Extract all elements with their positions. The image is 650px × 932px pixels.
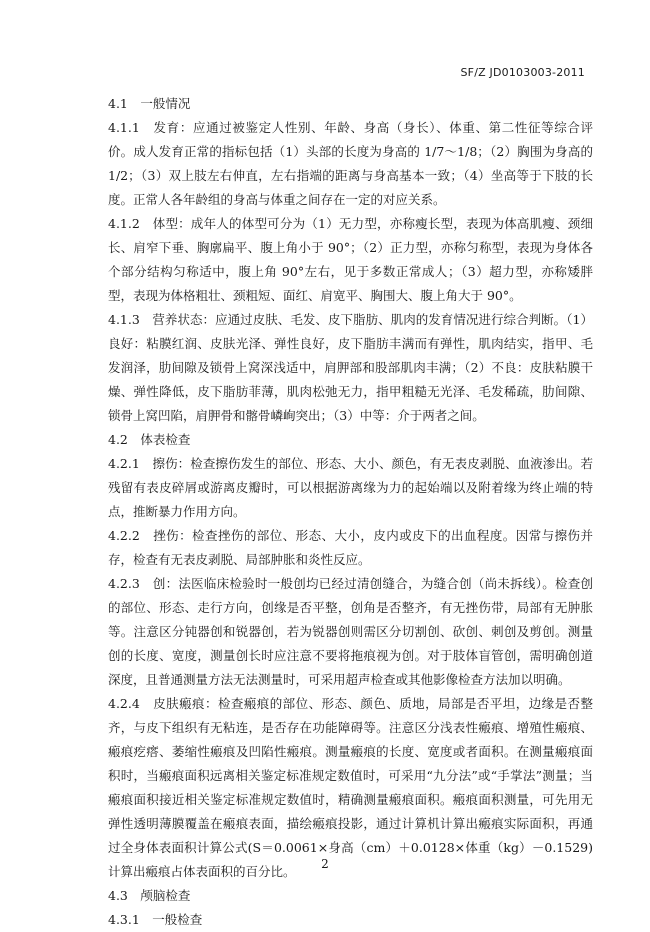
section-heading-4-1: 4.1 一般情况 — [108, 96, 191, 111]
section-heading-4-3: 4.3 颅脑检查 — [108, 888, 191, 903]
paragraph-4-1-3: 4.1.3 营养状态：应通过皮肤、毛发、皮下脂肪、肌肉的发育情况进行综合判断。（1）良好：粘膜红润、皮肤光泽、弹性良好，皮下脂肪丰满而有弹性，肌肉结实，指甲、毛发润泽，肋间隙及锁骨上窝深浅适中，肩胛部和股部肌肉丰满；（2）不良：皮肤粘膜干燥、弹性降低，皮下脂肪菲薄，肌肉松弛无力，指甲粗糙无光泽、毛发稀疏，肋间隙、锁骨上窝凹陷，肩胛骨和髂骨嶙峋突出；（3）中等：介于两者之间。 — [108, 312, 593, 423]
document-code: SF/Z JD0103003-2011 — [460, 66, 585, 79]
paragraph-4-1-1: 4.1.1 发育：应通过被鉴定人性别、年龄、身高（身长）、体重、第二性征等综合评价。成人发育正常的指标包括（1）头部的长度为身高的 1/7～1/8；（2）胸围为身高的 1/2；（3）双上肢左右伸直，左右指端的距离与身高基本一致；（4）坐高等于下肢的长度。正常人各年龄组的身高与体重之间存在一定的对应关系。 — [108, 120, 593, 207]
paragraph-4-2-4: 4.2.4 皮肤瘢痕：检查瘢痕的部位、形态、颜色、质地，局部是否平坦，边缘是否整齐，与皮下组织有无粘连，是否存在功能障碍等。注意区分浅表性瘢痕、增殖性瘢痕、瘢痕疙瘩、萎缩性瘢痕及凹陷性瘢痕。测量瘢痕的长度、宽度或者面积。在测量瘢痕面积时，当瘢痕面积远离相关鉴定标准规定数值时，可采用“九分法”或“手掌法”测量；当瘢痕面积接近相关鉴定标准规定数值时，精确测量瘢痕面积。瘢痕面积测量，可先用无弹性透明薄膜覆盖在瘢痕表面，描绘瘢痕投影，通过计算机计算出瘢痕实际面积，再通过全身体表面积计算公式(S＝0.0061×身高（cm）＋0.0128×体重（kg）－0.1529)计算出瘢痕占体表面积的百分比。 — [108, 696, 593, 879]
subsection-heading-4-3-1: 4.3.1 一般检查 — [108, 912, 203, 927]
paragraph-4-1-2: 4.1.2 体型：成年人的体型可分为（1）无力型，亦称瘦长型，表现为体高肌瘦、颈细长、肩窄下垂、胸廓扁平、腹上角小于 90°；（2）正力型，亦称匀称型，表现为身体各个部分结构匀称适中，腹上角 90°左右，见于多数正常成人；（3）超力型，亦称矮胖型，表现为体格粗壮、颈粗短、面红、肩宽平、胸围大、腹上角大于 90°。 — [108, 216, 593, 303]
page-number: 2 — [321, 857, 329, 871]
document-body — [108, 92, 593, 932]
paragraph-4-2-3: 4.2.3 创：法医临床检验时一般创均已经过清创缝合，为缝合创（尚未拆线）。检查创的部位、形态、走行方向，创缘是否平整，创角是否整齐，有无挫伤带，局部有无肿胀等。注意区分钝器创和锐器创，若为锐器创则需区分切割创、砍创、刺创及剪创。测量创的长度、宽度，测量创长时应注意不要将拖痕视为创。对于肢体盲管创，需明确创道深度，且普通测量方法无法测量时，可采用超声检查或其他影像检查方法加以明确。 — [108, 576, 593, 687]
paragraph-4-2-2: 4.2.2 挫伤：检查挫伤的部位、形态、大小，皮内或皮下的出血程度。因常与擦伤并存，检查有无表皮剥脱、局部肿胀和炎性反应。 — [108, 528, 593, 567]
section-heading-4-2: 4.2 体表检查 — [108, 432, 191, 447]
paragraph-4-2-1: 4.2.1 擦伤：检查擦伤发生的部位、形态、大小、颜色，有无表皮剥脱、血液渗出。若残留有表皮碎屑或游离皮瓣时，可以根据游离缘为力的起始端以及附着缘为终止端的特点，推断暴力作用方向。 — [108, 456, 593, 519]
